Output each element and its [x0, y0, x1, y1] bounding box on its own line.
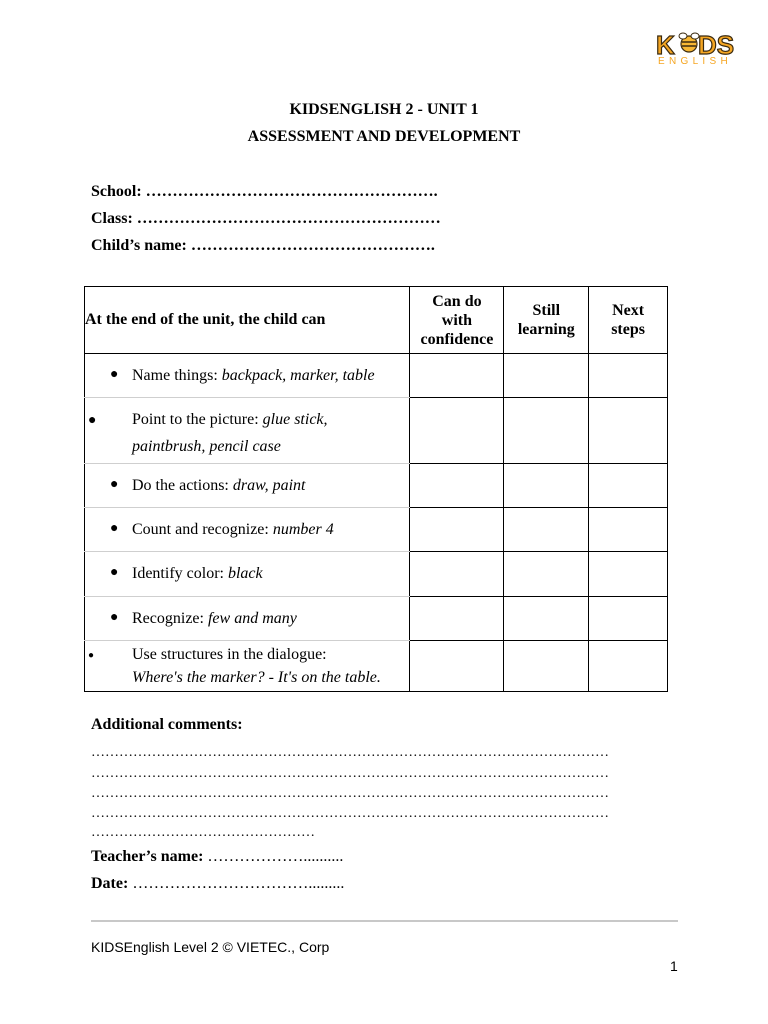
date-field [91, 875, 344, 893]
bullet-icon: ● [110, 565, 119, 580]
table-row [85, 597, 668, 641]
date-label: Date: [91, 875, 133, 892]
bullet-icon: ● [110, 367, 119, 382]
skill-cell [85, 508, 410, 552]
skill-cell [85, 597, 410, 641]
skill-text: Identify color: black [132, 565, 263, 582]
header-still-learning: Still learning [504, 287, 589, 354]
header-skill: At the end of the unit, the child can [85, 287, 410, 354]
skill-cell [85, 398, 410, 464]
next-steps-cell[interactable] [589, 354, 668, 398]
next-steps-cell[interactable] [589, 464, 668, 508]
still-learning-cell[interactable] [504, 464, 589, 508]
bullet-icon: ● [88, 650, 95, 661]
next-steps-cell[interactable] [589, 398, 668, 464]
logo-subtitle: ENGLISH [658, 56, 733, 67]
bullet-icon: ● [110, 477, 119, 492]
skill-text: Name things: backpack, marker, table [132, 367, 375, 384]
table-row [85, 552, 668, 597]
header-next-steps: Next steps [589, 287, 668, 354]
header-confidence: Can do with confidence [410, 287, 504, 354]
skill-cell [85, 552, 410, 597]
skill-cell [85, 641, 410, 692]
table-header-row [85, 287, 668, 354]
bullet-icon: ● [110, 521, 119, 536]
comment-line: ………………………………………………………………………………………………… [91, 745, 609, 760]
footer-divider [91, 920, 678, 922]
skill-text: Point to the picture: glue stick, paintbrush, pencil case [132, 411, 328, 455]
teacher-name-field [91, 848, 343, 866]
confidence-cell[interactable] [410, 597, 504, 641]
bullet-icon: ● [88, 413, 97, 428]
confidence-cell[interactable] [410, 641, 504, 692]
bullet-icon: ● [110, 610, 119, 625]
skill-text: Use structures in the dialogue: Where's the marker? - It's on the table. [132, 646, 381, 686]
still-learning-cell[interactable] [504, 552, 589, 597]
still-learning-cell[interactable] [504, 398, 589, 464]
confidence-cell[interactable] [410, 354, 504, 398]
still-learning-cell[interactable] [504, 641, 589, 692]
additional-comments-label: Additional comments: [91, 716, 243, 733]
confidence-cell[interactable] [410, 464, 504, 508]
table-row [85, 398, 668, 464]
child-name-field: Child’s name: ………………………………………. [91, 237, 435, 254]
confidence-cell[interactable] [410, 398, 504, 464]
skill-text: Recognize: few and many [132, 610, 297, 627]
skill-cell [85, 464, 410, 508]
comment-line: ………………………………………………………………………………………………… [91, 766, 609, 781]
skill-text: Count and recognize: number 4 [132, 521, 334, 538]
bee-icon [679, 33, 699, 52]
class-field: Class: ………………………………………………… [91, 210, 441, 227]
next-steps-cell[interactable] [589, 508, 668, 552]
comment-line: ………………………………………… [91, 825, 315, 840]
comment-line: ………………………………………………………………………………………………… [91, 786, 609, 801]
table-row [85, 508, 668, 552]
school-field: School: ………………………………………………. [91, 183, 438, 200]
svg-text:DS: DS [698, 30, 735, 60]
confidence-cell[interactable] [410, 508, 504, 552]
assessment-table [84, 286, 668, 692]
date-dots: ……………………………......... [132, 875, 345, 892]
table-row [85, 354, 668, 398]
page-number: 1 [670, 958, 678, 974]
skill-cell [85, 354, 410, 398]
next-steps-cell[interactable] [589, 597, 668, 641]
svg-text:K: K [656, 30, 675, 60]
document-subtitle: ASSESSMENT AND DEVELOPMENT [247, 128, 521, 145]
skill-text: Do the actions: draw, paint [132, 477, 306, 494]
teacher-name-label: Teacher’s name: [91, 848, 208, 865]
table-row [85, 641, 668, 692]
still-learning-cell[interactable] [504, 597, 589, 641]
still-learning-cell[interactable] [504, 354, 589, 398]
comment-line: ………………………………………………………………………………………………… [91, 806, 609, 821]
next-steps-cell[interactable] [589, 552, 668, 597]
document-title: KIDSENGLISH 2 - UNIT 1 [289, 101, 479, 118]
teacher-name-dots: ……………….......... [207, 848, 344, 865]
table-row [85, 464, 668, 508]
confidence-cell[interactable] [410, 552, 504, 597]
still-learning-cell[interactable] [504, 508, 589, 552]
footer-copyright: KIDSEnglish Level 2 © VIETEC., Corp [91, 939, 330, 955]
next-steps-cell[interactable] [589, 641, 668, 692]
